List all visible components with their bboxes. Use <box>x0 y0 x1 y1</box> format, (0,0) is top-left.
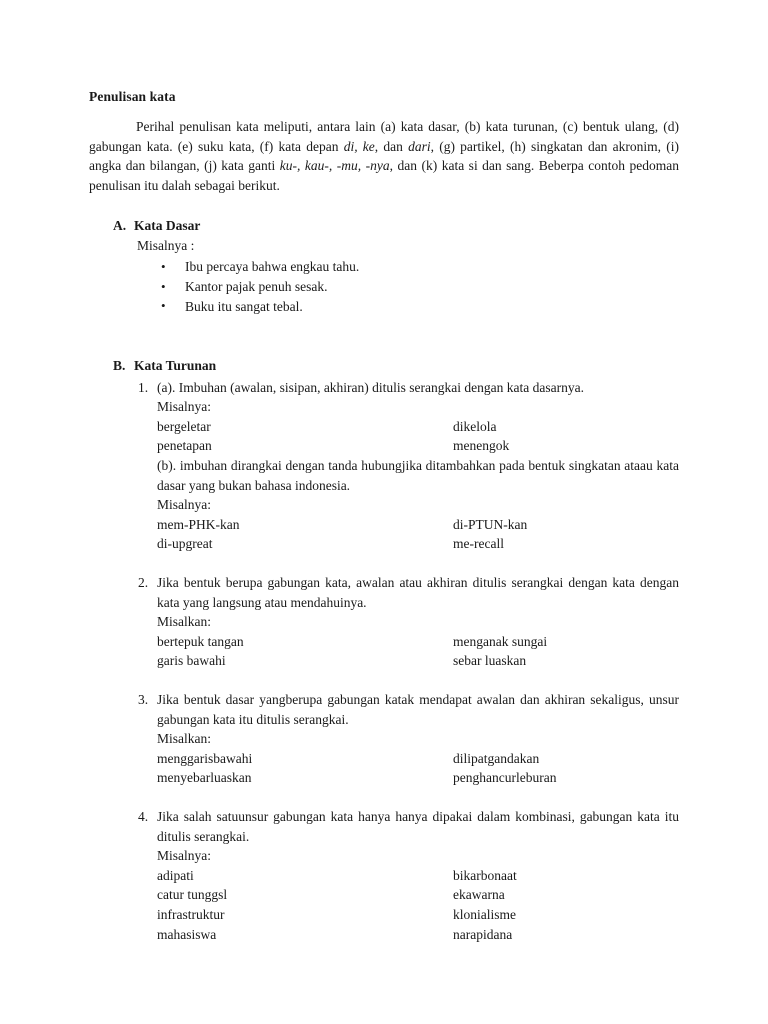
list-item <box>89 690 679 788</box>
list-item <box>157 925 679 945</box>
example-right: dikelola <box>453 418 497 434</box>
example-lead: Misalkan: <box>157 731 211 747</box>
example-right: klonialisme <box>453 907 516 923</box>
list-item: • Buku itu sangat tebal. <box>161 297 679 317</box>
page-title: Penulisan kata <box>89 89 176 104</box>
example-left: menyebarluaskan <box>157 770 252 786</box>
section-b-title: Kata Turunan <box>134 357 217 373</box>
item-content <box>157 378 679 555</box>
kata-turunan-rule-list <box>89 378 679 945</box>
section-a-body <box>89 236 679 317</box>
intro-italic-1: di, ke <box>343 138 375 154</box>
list-item <box>157 651 679 671</box>
list-item <box>89 378 679 555</box>
example-right: bikarbonaat <box>453 867 517 883</box>
item-content <box>157 807 679 945</box>
example-pair-list <box>157 866 679 945</box>
rule-text: (a). Imbuhan (awalan, sisipan, akhiran) ditulis serangkai dengan kata dasarnya. <box>157 379 584 395</box>
rule-text: Jika bentuk dasar yangberupa gabungan katak mendapat awalan dan akhiran sekaligus, unsur gabungan kata itu ditulis serangkai. <box>157 692 679 727</box>
example-right: dilipatgandakan <box>453 750 540 766</box>
list-item <box>157 632 679 652</box>
example-right: ekawarna <box>453 887 505 903</box>
item-number: 3. <box>138 692 149 708</box>
list-item <box>157 417 679 437</box>
section-b-marker: B. <box>113 357 126 373</box>
list-item <box>89 807 679 945</box>
rule-text: Jika bentuk berupa gabungan kata, awalan atau akhiran ditulis serangkai dengan kata dengan kata yang langsung atau mendahuinya. <box>157 575 679 610</box>
rule-text: (b). imbuhan dirangkai dengan tanda hubungjika ditambahkan pada bentuk singkatan ataau kata dasar yang bukan bahasa indonesia. <box>157 458 679 493</box>
intro-paragraph <box>89 117 679 195</box>
intro-text-3: , (g) partikel, (h) singkatan dan akronim, (i) angka dan bilangan, (j) kata ganti <box>89 138 679 174</box>
example-right: penghancurleburan <box>453 770 557 786</box>
item-content <box>157 573 679 671</box>
intro-italic-3: ku-, kau-, -mu, -nya <box>279 158 390 174</box>
item-number: 2. <box>138 575 149 591</box>
list-item <box>89 573 679 671</box>
list-item <box>157 749 679 769</box>
section-b-heading <box>89 357 679 376</box>
example-right: menengok <box>453 438 510 454</box>
section-a-lead: Misalnya : <box>137 237 195 253</box>
section-a-title: Kata Dasar <box>134 217 201 233</box>
rule-text: Jika salah satuunsur gabungan kata hanya hanya dipakai dalam kombinasi, gabungan kata itu ditulis serangkai. <box>157 809 679 844</box>
list-item <box>157 534 679 554</box>
example-left: adipati <box>157 867 194 883</box>
kata-dasar-example-list <box>137 257 679 317</box>
example-left: di-upgreat <box>157 536 213 552</box>
list-item <box>157 515 679 535</box>
example-left: menggarisbawahi <box>157 750 253 766</box>
example-left: infrastruktur <box>157 907 225 923</box>
intro-text-2: , dan <box>374 138 409 154</box>
example-left: bergeletar <box>157 418 211 434</box>
example-left: penetapan <box>157 438 212 454</box>
section-a-marker: A. <box>113 217 127 233</box>
example-pair-list <box>157 749 679 789</box>
example-right: narapidana <box>453 927 513 943</box>
example-pair-list <box>157 632 679 672</box>
list-item <box>157 885 679 905</box>
example-right: me-recall <box>453 536 504 552</box>
example-left: catur tunggsl <box>157 887 228 903</box>
example-pair-list <box>157 417 679 457</box>
example-pair-list <box>157 515 679 555</box>
example-right: di-PTUN-kan <box>453 516 528 532</box>
list-item <box>157 436 679 456</box>
section-a-heading <box>89 217 679 236</box>
example-right: menganak sungai <box>453 633 548 649</box>
example-lead: Misalkan: <box>157 614 211 630</box>
item-content <box>157 690 679 788</box>
example-right: sebar luaskan <box>453 653 527 669</box>
example-left: mahasiswa <box>157 927 217 943</box>
example-left: bertepuk tangan <box>157 633 244 649</box>
intro-text-4: , dan (k) kata si dan sang. Beberpa contoh pedoman penulisan itu dalah sebagai berikut. <box>89 158 679 193</box>
list-item <box>157 866 679 886</box>
item-number: 1. <box>138 379 149 395</box>
section-kata-turunan <box>89 357 679 945</box>
item-number: 4. <box>138 809 149 825</box>
example-lead: Misalnya: <box>157 399 211 415</box>
example-lead: Misalnya: <box>157 848 211 864</box>
section-kata-dasar <box>89 217 679 317</box>
list-item <box>157 905 679 925</box>
intro-text-1: Perihal penulisan kata meliputi, antara lain (a) kata dasar, (b) kata turunan, (c) bentuk ulang, (d) gabungan kata. (e) suku kata, (f) kata depan <box>89 119 679 154</box>
list-item: • Kantor pajak penuh sesak. <box>161 277 679 297</box>
list-item <box>157 768 679 788</box>
list-item: • Ibu percaya bahwa engkau tahu. <box>161 257 679 277</box>
intro-italic-2: dari <box>408 138 431 154</box>
example-lead: Misalnya: <box>157 497 211 513</box>
example-left: mem-PHK-kan <box>157 516 240 532</box>
example-left: garis bawahi <box>157 653 226 669</box>
